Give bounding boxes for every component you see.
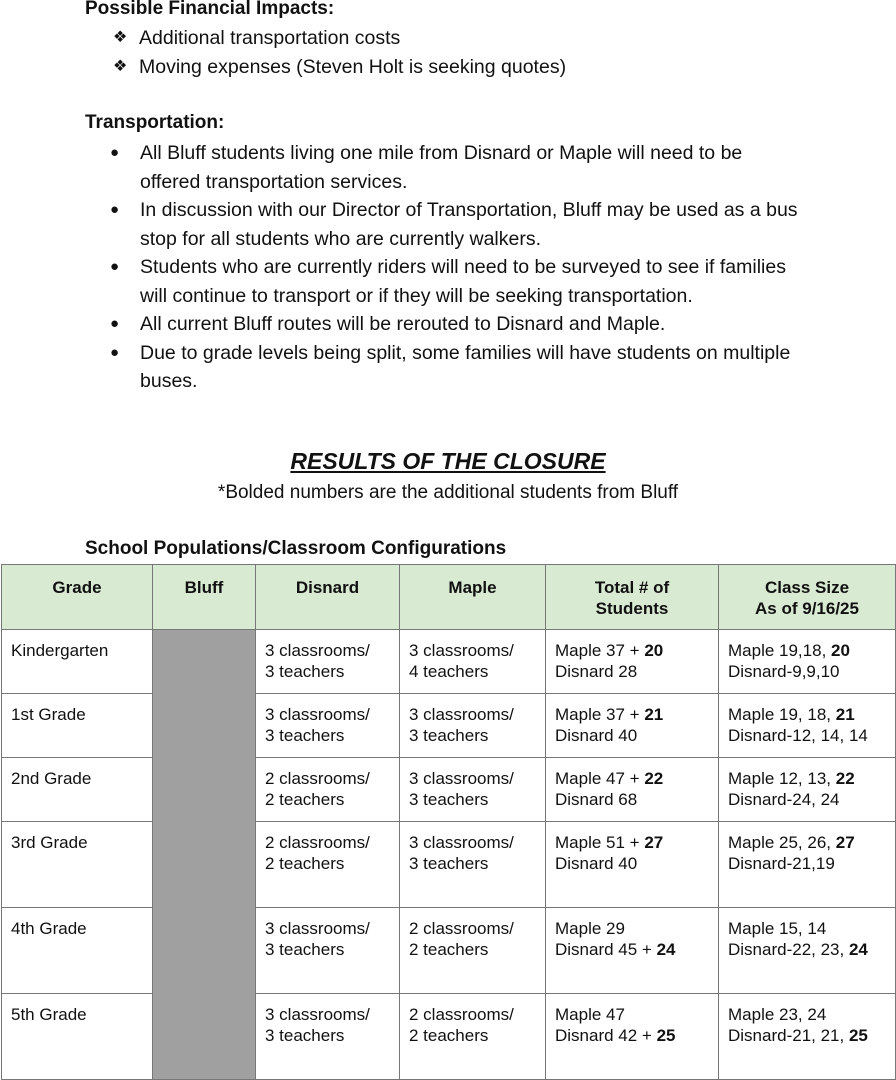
class-size-cell: Maple 25, 26, 27 Disnard-21,19 [719, 822, 896, 908]
header-bluff: Bluff [153, 565, 256, 630]
school-populations-table [1, 564, 896, 1080]
class-size-cell: Maple 15, 14 Disnard-22, 23, 24 [719, 908, 896, 994]
table-row [2, 630, 896, 694]
list-item: ● Students who are currently riders will need to be surveyed to see if families will continue to transport or if they will be seeking transportation. [110, 253, 800, 310]
header-disnard: Disnard [256, 565, 400, 630]
header-maple: Maple [400, 565, 546, 630]
transportation-heading: Transportation: [85, 112, 225, 133]
list-item: ● All Bluff students living one mile from Disnard or Maple will need to be offered transportation services. [110, 139, 800, 196]
header-grade: Grade [2, 565, 153, 630]
maple-cell: 3 classrooms/ 3 teachers [400, 758, 546, 822]
list-item: ❖ Moving expenses (Steven Holt is seeking quotes) [113, 53, 566, 82]
disnard-cell: 3 classrooms/ 3 teachers [256, 630, 400, 694]
transportation-list [110, 139, 800, 396]
grade-cell: 4th Grade [2, 908, 153, 994]
bullet-icon: ● [110, 343, 120, 361]
grade-cell: 2nd Grade [2, 758, 153, 822]
disnard-cell: 3 classrooms/ 3 teachers [256, 994, 400, 1080]
total-cell: Maple 37 + 20 Disnard 28 [546, 630, 719, 694]
financial-impacts-list [113, 24, 566, 81]
table-row [2, 994, 896, 1080]
bluff-closed-cell [153, 630, 256, 1080]
list-item: ● All current Bluff routes will be rerouted to Disnard and Maple. [110, 310, 800, 339]
bullet-icon: ● [110, 144, 120, 161]
disnard-cell: 3 classrooms/ 3 teachers [256, 908, 400, 994]
total-cell: Maple 29 Disnard 45 + 24 [546, 908, 719, 994]
class-size-cell: Maple 23, 24 Disnard-21, 21, 25 [719, 994, 896, 1080]
table-row [2, 822, 896, 908]
diamond-bullet-icon: ❖ [113, 57, 128, 75]
bullet-icon: ● [110, 201, 120, 218]
maple-cell: 3 classrooms/ 4 teachers [400, 630, 546, 694]
table-header-row [2, 565, 896, 630]
maple-cell: 2 classrooms/ 2 teachers [400, 994, 546, 1080]
list-item: ● In discussion with our Director of Transportation, Bluff may be used as a bus stop for all students who are currently walkers. [110, 196, 800, 253]
class-size-cell: Maple 19,18, 20 Disnard-9,9,10 [719, 630, 896, 694]
total-cell: Maple 37 + 21 Disnard 40 [546, 694, 719, 758]
grade-cell: 1st Grade [2, 694, 153, 758]
list-item: ❖ Additional transportation costs [113, 24, 566, 53]
disnard-cell: 3 classrooms/ 3 teachers [256, 694, 400, 758]
grade-cell: 5th Grade [2, 994, 153, 1080]
table-title: School Populations/Classroom Configurations [85, 538, 507, 559]
total-cell: Maple 47 Disnard 42 + 25 [546, 994, 719, 1080]
bullet-icon: ● [110, 315, 120, 332]
diamond-bullet-icon: ❖ [113, 29, 128, 46]
financial-impacts-heading: Possible Financial Impacts: [85, 0, 335, 19]
results-title: RESULTS OF THE CLOSURE [290, 448, 606, 474]
header-class-size: Class Size As of 9/16/25 [719, 565, 896, 630]
list-item: ● Due to grade levels being split, some families will have students on multiple buses. [110, 339, 800, 396]
grade-cell: Kindergarten [2, 630, 153, 694]
bullet-icon: ● [110, 258, 120, 275]
class-size-cell: Maple 19, 18, 21 Disnard-12, 14, 14 [719, 694, 896, 758]
grade-cell: 3rd Grade [2, 822, 153, 908]
table-row [2, 908, 896, 994]
total-cell: Maple 47 + 22 Disnard 68 [546, 758, 719, 822]
results-note: *Bolded numbers are the additional students from Bluff [217, 482, 679, 503]
header-total: Total # of Students [546, 565, 719, 630]
table-row [2, 758, 896, 822]
maple-cell: 3 classrooms/ 3 teachers [400, 822, 546, 908]
class-size-cell: Maple 12, 13, 22 Disnard-24, 24 [719, 758, 896, 822]
maple-cell: 3 classrooms/ 3 teachers [400, 694, 546, 758]
table-row [2, 694, 896, 758]
maple-cell: 2 classrooms/ 2 teachers [400, 908, 546, 994]
total-cell: Maple 51 + 27 Disnard 40 [546, 822, 719, 908]
disnard-cell: 2 classrooms/ 2 teachers [256, 758, 400, 822]
disnard-cell: 2 classrooms/ 2 teachers [256, 822, 400, 908]
